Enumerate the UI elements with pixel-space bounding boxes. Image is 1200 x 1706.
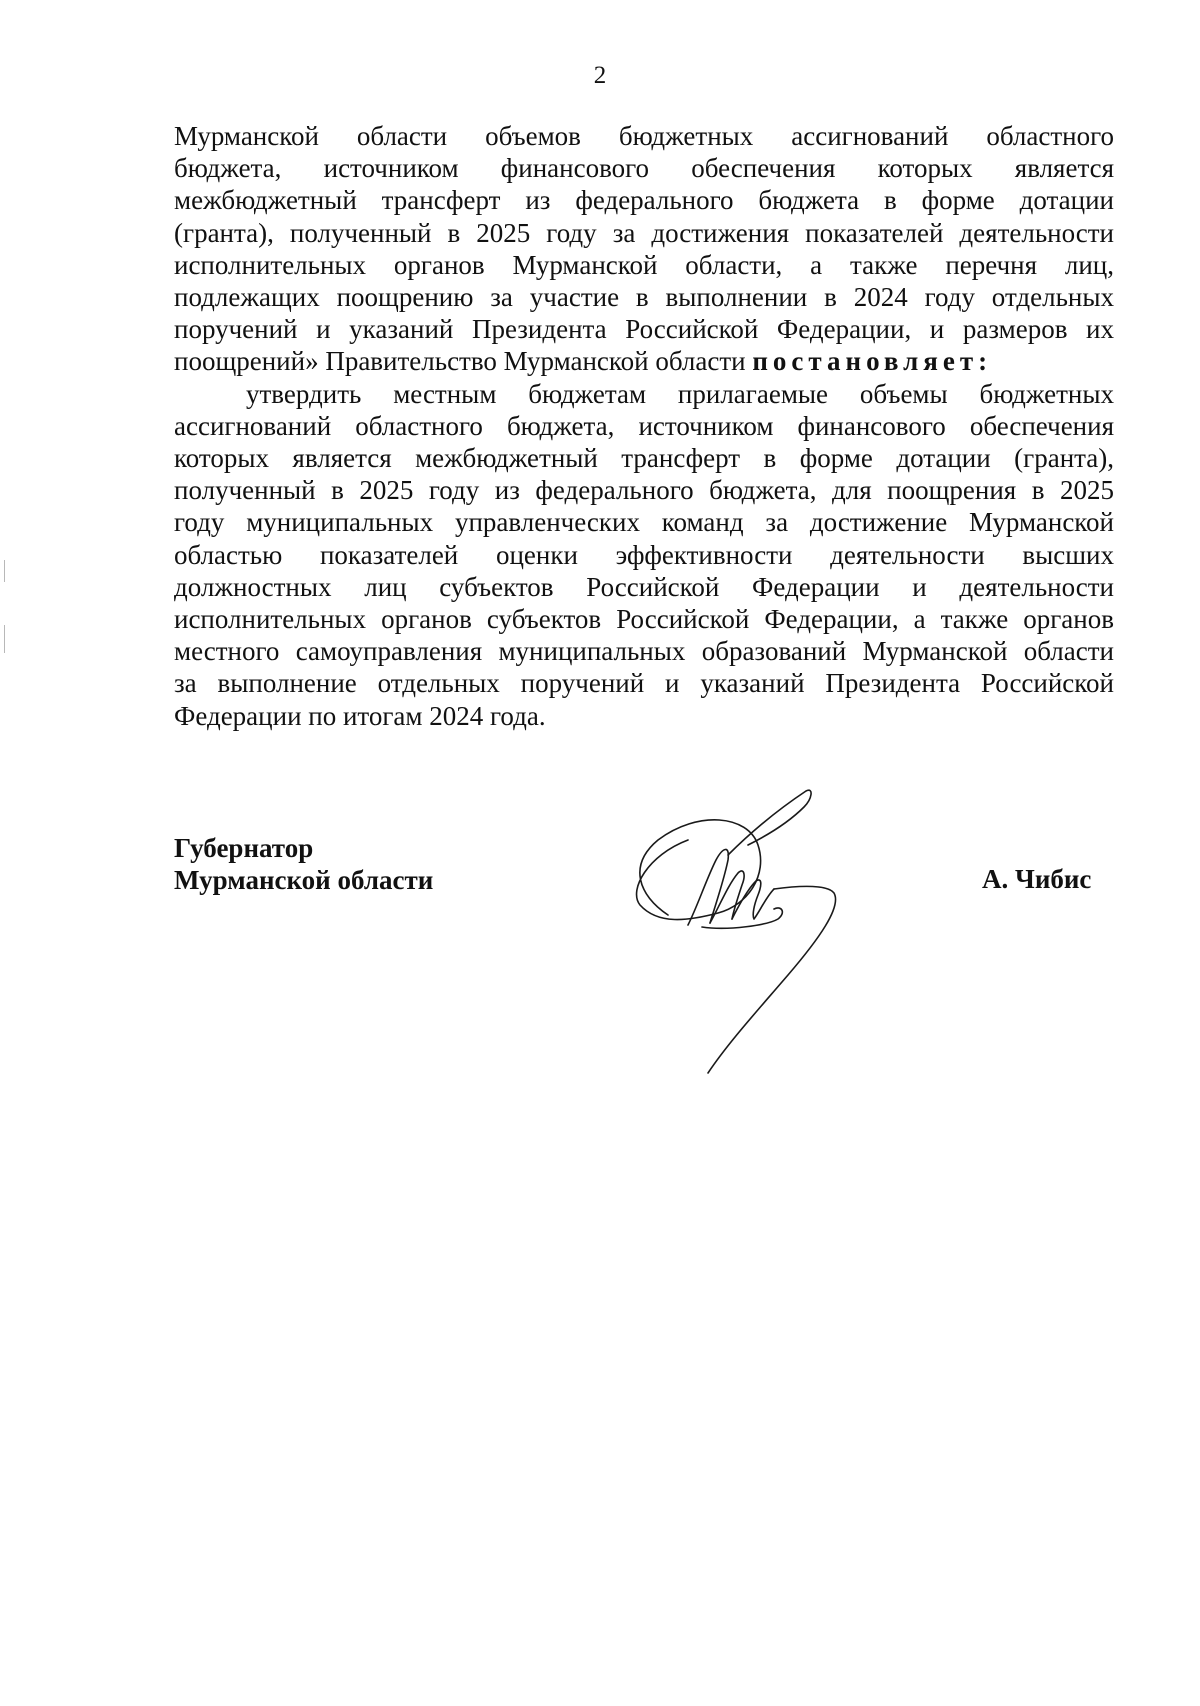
signatory-title: [174, 832, 433, 896]
decision-line: утвердить местным бюджетам прилагаемые объемы бюджетных: [246, 378, 1114, 409]
decision-line: полученный в 2025 году из федерального бюджета, для поощрения в 2025: [174, 475, 1114, 506]
margin-scan-mark: [4, 560, 5, 582]
decision-line: должностных лиц субъектов Российской Федерации и деятельности: [174, 571, 1114, 602]
decision-line: ассигнований областного бюджета, источником финансового обеспечения: [174, 410, 1114, 441]
document-body: [174, 120, 1114, 732]
signatory-title-line: Мурманской области: [174, 865, 434, 895]
decision-line: Федерации по итогам 2024 года.: [174, 700, 546, 731]
signature-stroke: [708, 886, 836, 1073]
signature-stroke: [637, 820, 761, 920]
resolve-line: [174, 345, 1114, 377]
decision-line: которых является межбюджетный трансферт в форме дотации (гранта),: [174, 443, 1114, 474]
resolve-word: постановляет:: [752, 346, 993, 377]
handwritten-signature: [628, 785, 868, 1075]
signatory-name: А. Чибис: [982, 864, 1092, 894]
decision-line: году муниципальных управленческих команд за достижение Мурманской: [174, 507, 1114, 538]
body-line: бюджета, источником финансового обеспечения которых является: [174, 153, 1114, 184]
decision-line: областью показателей оценки эффективности деятельности высших: [174, 539, 1114, 570]
body-line: межбюджетный трансферт из федерального бюджета в форме дотации: [174, 185, 1114, 216]
body-line: (гранта), полученный в 2025 году за достижения показателей деятельности: [174, 217, 1114, 248]
signature-stroke: [710, 871, 744, 923]
decision-line: за выполнение отдельных поручений и указаний Президента Российской: [174, 668, 1114, 699]
signature-stroke: [728, 790, 811, 855]
signature-stroke: [688, 849, 728, 925]
decision-line: местного самоуправления муниципальных образований Мурманской области: [174, 636, 1114, 667]
body-line: поручений и указаний Президента Российской Федерации, и размеров их: [174, 314, 1114, 345]
signatory-title-line: Губернатор: [174, 833, 314, 863]
page-number: 2: [593, 62, 607, 89]
body-line: Мурманской области объемов бюджетных ассигнований областного: [174, 121, 1114, 151]
resolve-line-prefix: поощрений» Правительство Мурманской области: [174, 346, 746, 377]
body-line: исполнительных органов Мурманской области, а также перечня лиц,: [174, 249, 1114, 280]
margin-scan-mark: [4, 625, 5, 653]
body-line: подлежащих поощрению за участие в выполнении в 2024 году отдельных: [174, 282, 1114, 313]
decision-line: исполнительных органов субъектов Российской Федерации, а также органов: [174, 604, 1114, 635]
